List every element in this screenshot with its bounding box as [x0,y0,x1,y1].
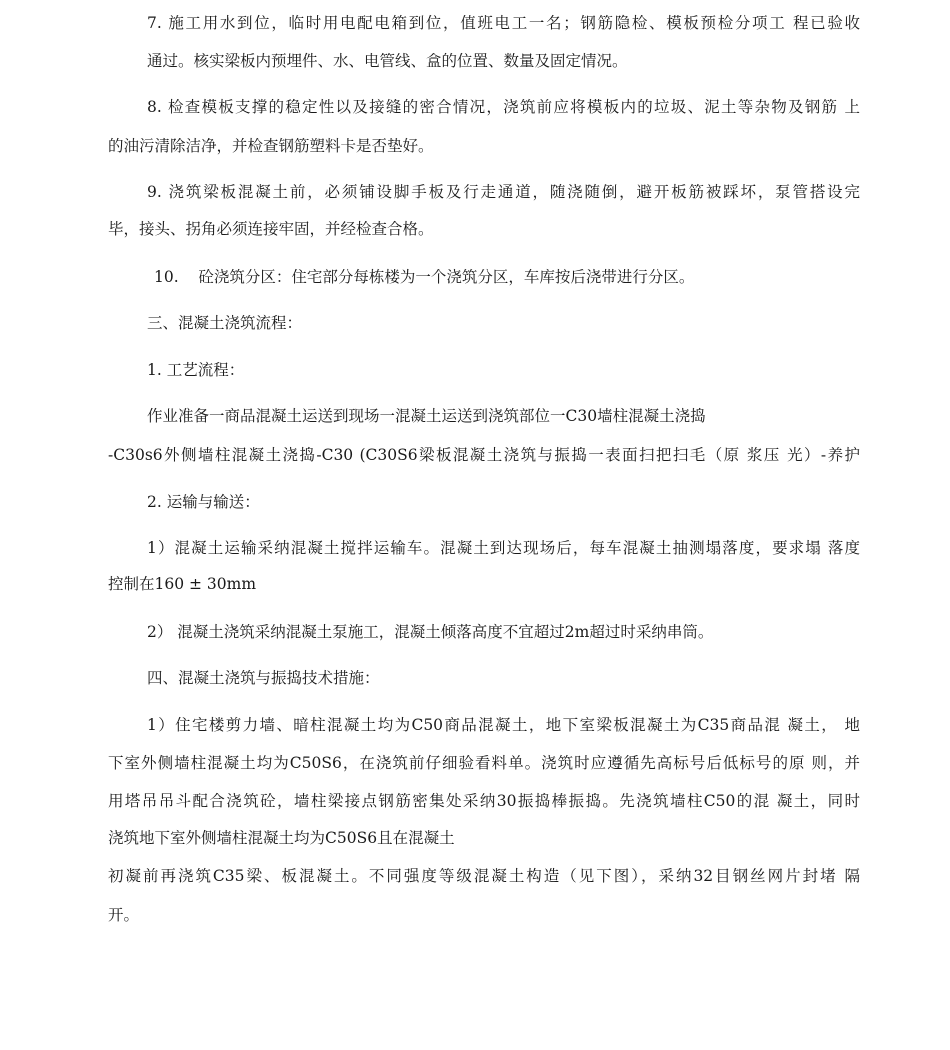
text-line: 用塔吊吊斗配合浇筑砼，墙柱梁接点钢筋密集处采纳30振捣棒振捣。先浇筑墙柱C50的混 凝土，同时 [108,792,860,810]
text-line: 10. 砼浇筑分区：住宅部分每栋楼为一个浇筑分区，车库按后浇带进行分区。 [154,268,695,286]
text-line: -C30s6外侧墙柱混凝土浇捣-C30 (C30S6梁板混凝土浇筑与振捣一表面扫把扫毛（原 浆压 光）-养护 [108,446,860,464]
text-line: 1）混凝土运输采纳混凝土搅拌运输车。混凝土到达现场后，每车混凝土抽测塌落度，要求塌 落度 [147,539,860,557]
text-line: 毕，接头、拐角必须连接牢固，并经检查合格。 [108,220,434,238]
text-line: 开。 [108,906,140,924]
text-line: 9. 浇筑梁板混凝土前，必须铺设脚手板及行走通道，随浇随倒，避开板筋被踩坏，泵管搭设完 [147,183,860,201]
text-line: 1）住宅楼剪力墙、暗柱混凝土均为C50商品混凝土，地下室梁板混凝土为C35商品混 凝土， 地 [147,716,860,734]
text-line: 2） 混凝土浇筑采纳混凝土泵施工，混凝土倾落高度不宜超过2m超过时采纳串筒。 [147,623,714,641]
text-line: 通过。核实梁板内预埋件、水、电管线、盒的位置、数量及固定情况。 [147,52,628,70]
text-line: 7. 施工用水到位，临时用电配电箱到位，值班电工一名；钢筋隐检、模板预检分项工 程已验收 [147,14,860,32]
text-line: 浇筑地下室外侧墙柱混凝土均为C50S6且在混凝土 [108,829,455,847]
text-line: 初凝前再浇筑C35梁、板混凝土。不同强度等级混凝土构造（见下图），采纳32目钢丝网片封堵 隔 [108,867,860,885]
text-line: 8. 检查模板支撑的稳定性以及接缝的密合情况，浇筑前应将模板内的垃圾、泥土等杂物及钢筋 上 [147,98,860,116]
text-line: 下室外侧墙柱混凝土均为C50S6，在浇筑前仔细验看料单。浇筑时应遵循先高标号后低标号的原 则，并 [108,754,860,772]
text-line: 控制在160 ± 30mm [108,575,257,593]
subsection-heading: 2. 运输与输送： [147,493,260,511]
section-heading: 四、混凝土浇筑与振捣技术措施： [147,669,380,687]
section-heading: 三、混凝土浇筑流程： [147,314,303,332]
text-line: 作业准备一商品混凝土运送到现场一混凝土运送到浇筑部位一C30墙柱混凝土浇捣 [147,407,706,425]
text-line: 的油污清除洁净，并检查钢筋塑料卡是否垫好。 [108,137,434,155]
subsection-heading: 1. 工艺流程： [147,361,245,379]
